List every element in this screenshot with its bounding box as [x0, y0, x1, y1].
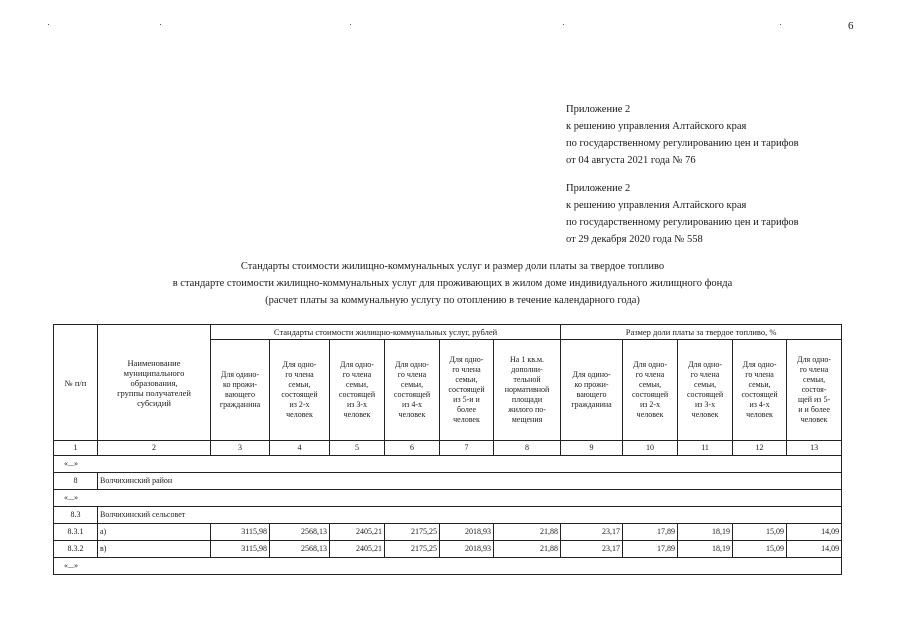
- title-line: в стандарте стоимости жилищно-коммунальных услуг для проживающих в жилом доме индивидуального жилищного фонда: [172, 278, 733, 289]
- row-code: 8: [54, 473, 98, 490]
- row-code: 8.3: [54, 507, 98, 524]
- column-number: 12: [733, 441, 787, 456]
- appendix-line: к решению управления Алтайского края: [566, 200, 747, 211]
- value-cell: 17,89: [623, 541, 678, 558]
- appendix-line: Приложение 2: [566, 104, 631, 115]
- district-name: Волчихинский район: [98, 473, 842, 490]
- appendix-line: по государственному регулированию цен и тарифов: [566, 138, 799, 149]
- omitted-rows-marker: «...»: [54, 456, 842, 473]
- value-cell: 21,88: [494, 541, 561, 558]
- value-cell: 14,09: [787, 524, 842, 541]
- title-line: Стандарты стоимости жилищно-коммунальных услуг и размер доли платы за твердое топливо: [240, 261, 665, 272]
- table-row: [54, 541, 842, 558]
- document-title: [0, 258, 905, 309]
- value-cell: 2405,21: [330, 541, 385, 558]
- column-number: 2: [98, 441, 211, 456]
- column-number: 3: [211, 441, 270, 456]
- scan-speck: [563, 24, 564, 25]
- subheader: На 1 кв.м. дополни- тельной нормативной площади жилого по- мещения: [494, 340, 561, 441]
- table-row: [54, 524, 842, 541]
- scan-speck: [780, 24, 781, 25]
- omitted-rows-marker: «...»: [54, 558, 842, 575]
- value-cell: 15,09: [733, 524, 787, 541]
- column-number: 4: [270, 441, 330, 456]
- value-cell: 21,88: [494, 524, 561, 541]
- column-number: 10: [623, 441, 678, 456]
- column-number-row: [54, 441, 842, 456]
- header-group-share: Размер доли платы за твердое топливо, %: [561, 325, 842, 340]
- value-cell: 3115,98: [211, 541, 270, 558]
- council-name: Волчихинский сельсовет: [98, 507, 842, 524]
- scan-speck: [160, 24, 161, 25]
- column-number: 11: [678, 441, 733, 456]
- header-number: № п/п: [54, 325, 98, 441]
- subheader: Для одно- го члена семьи, состоящей из 2-х человек: [623, 340, 678, 441]
- page-number: 6: [848, 20, 854, 32]
- scan-speck: [48, 24, 49, 25]
- column-number: 9: [561, 441, 623, 456]
- column-number: 13: [787, 441, 842, 456]
- omitted-rows-marker: «...»: [54, 490, 842, 507]
- column-number: 5: [330, 441, 385, 456]
- recipient-group: а): [98, 524, 211, 541]
- ellipsis-row: [54, 558, 842, 575]
- value-cell: 2018,93: [440, 541, 494, 558]
- subheader: Для одно- го члена семьи, состоящей из 4-х человек: [733, 340, 787, 441]
- value-cell: 23,17: [561, 524, 623, 541]
- subheader: Для одно- го члена семьи, состоящей из 2-х человек: [270, 340, 330, 441]
- subheader: Для одно- го члена семьи, состоящей из 5-и и более человек: [440, 340, 494, 441]
- standards-table: [53, 324, 842, 575]
- appendix-line: от 29 декабря 2020 года № 558: [566, 234, 703, 245]
- subheader: Для одно- го члена семьи, состоящей из 3-х человек: [330, 340, 385, 441]
- value-cell: 18,19: [678, 541, 733, 558]
- title-line: (расчет платы за коммунальную услугу по отоплению в течение календарного года): [265, 295, 640, 306]
- value-cell: 15,09: [733, 541, 787, 558]
- appendix-block-original: [566, 180, 799, 248]
- appendix-line: от 04 августа 2021 года № 76: [566, 155, 696, 166]
- value-cell: 2568,13: [270, 541, 330, 558]
- district-row: [54, 473, 842, 490]
- column-number: 1: [54, 441, 98, 456]
- column-number: 6: [385, 441, 440, 456]
- subheader: Для одно- го члена семьи, состоящей из 3-х человек: [678, 340, 733, 441]
- value-cell: 2175,25: [385, 524, 440, 541]
- value-cell: 2018,93: [440, 524, 494, 541]
- value-cell: 18,19: [678, 524, 733, 541]
- value-cell: 2175,25: [385, 541, 440, 558]
- appendix-line: Приложение 2: [566, 183, 631, 194]
- row-code: 8.3.2: [54, 541, 98, 558]
- subheader: Для одино- ко прожи- вающего гражданина: [561, 340, 623, 441]
- ellipsis-row: [54, 456, 842, 473]
- value-cell: 14,09: [787, 541, 842, 558]
- recipient-group: в): [98, 541, 211, 558]
- subheader: Для одно- го члена семьи, состоящей из 4-х человек: [385, 340, 440, 441]
- value-cell: 3115,98: [211, 524, 270, 541]
- value-cell: 2405,21: [330, 524, 385, 541]
- header-name: Наименование муниципального образования, группы получателей субсидий: [98, 325, 211, 441]
- scan-speck: [350, 24, 351, 25]
- appendix-line: к решению управления Алтайского края: [566, 121, 747, 132]
- subheader: Для одино- ко прожи- вающего гражданина: [211, 340, 270, 441]
- header-group-standards: Стандарты стоимости жилищно-коммунальных услуг, рублей: [211, 325, 561, 340]
- column-number: 7: [440, 441, 494, 456]
- appendix-block-current: [566, 101, 799, 169]
- value-cell: 17,89: [623, 524, 678, 541]
- council-row: [54, 507, 842, 524]
- ellipsis-row: [54, 490, 842, 507]
- appendix-line: по государственному регулированию цен и тарифов: [566, 217, 799, 228]
- value-cell: 23,17: [561, 541, 623, 558]
- row-code: 8.3.1: [54, 524, 98, 541]
- column-number: 8: [494, 441, 561, 456]
- subheader: Для одно- го члена семьи, состоя- щей из 5- и и более человек: [787, 340, 842, 441]
- value-cell: 2568,13: [270, 524, 330, 541]
